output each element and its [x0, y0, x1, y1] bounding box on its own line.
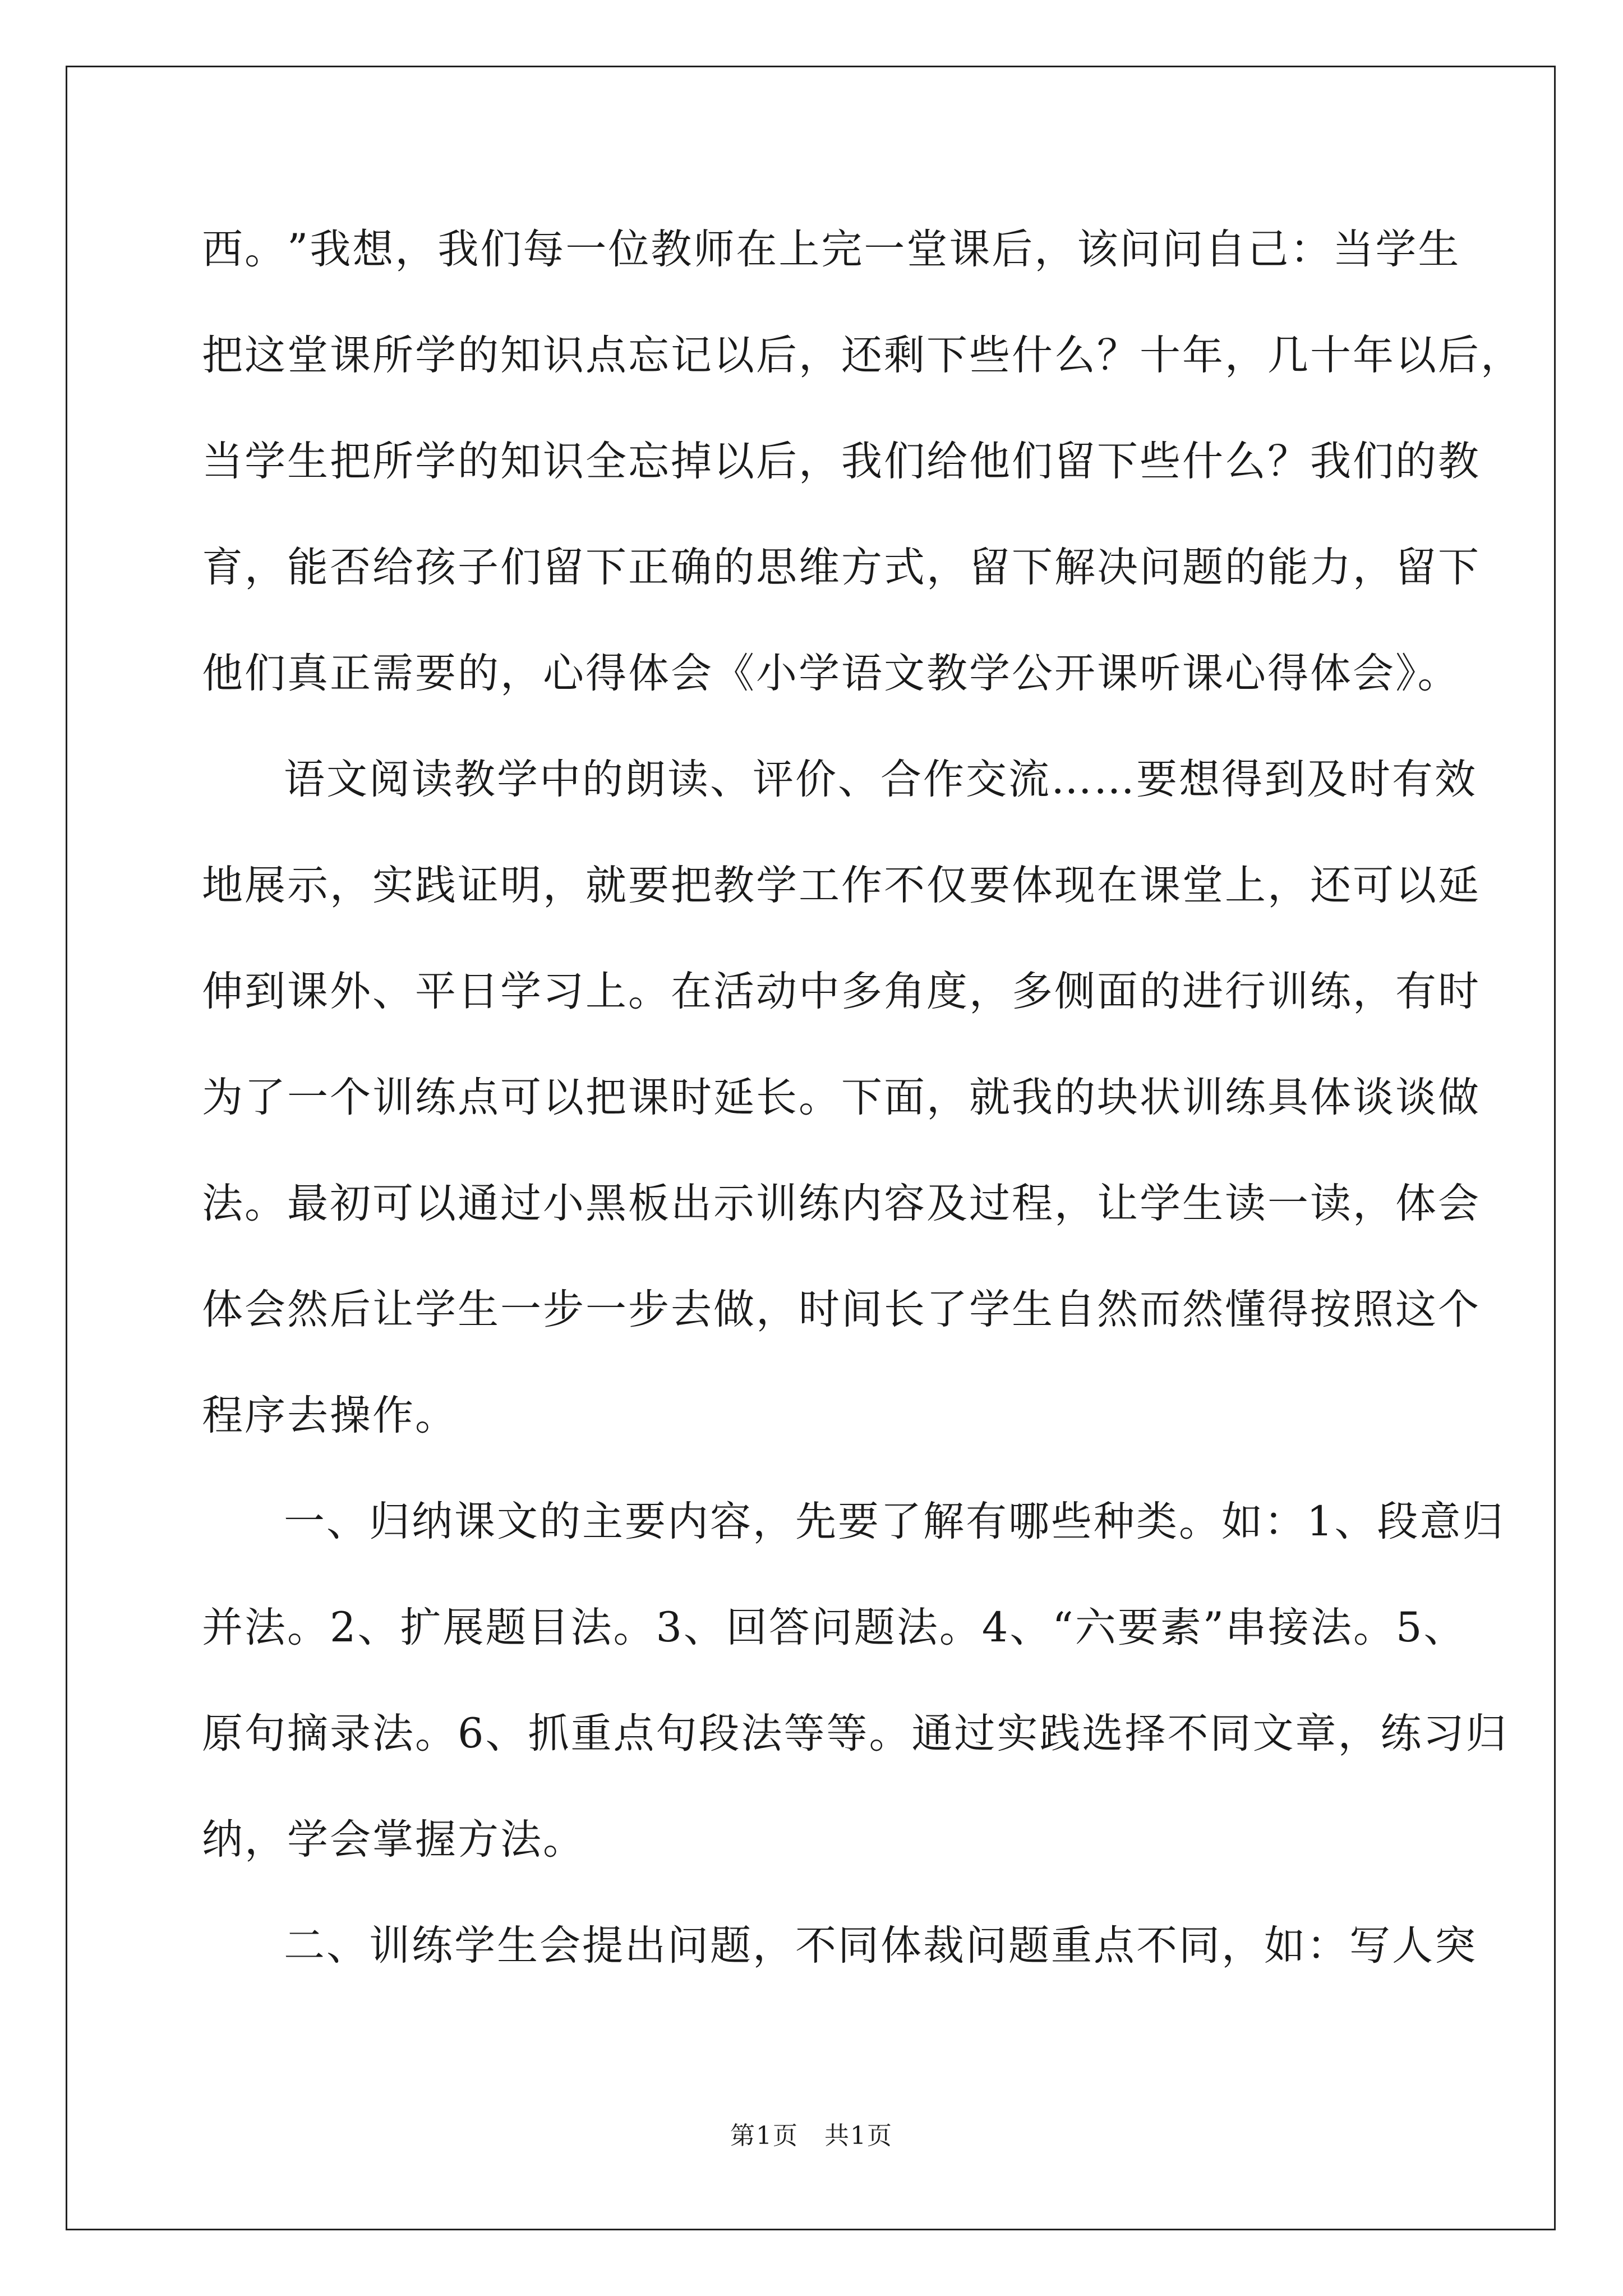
- text-line: 法 。 最 初 可 以 通 过 小 黑 板 出 示 训 练 内 容 及 过 程 ， 让 学 生 读 一 读 ， 体 会: [202, 1180, 1481, 1227]
- text-line: 二 、 训 练 学 生 会 提 出 问 题 ， 不 同 体 裁 问 题 重 点 不 同 ， 如 ： 写 人 突: [284, 1922, 1477, 1970]
- text-line: 伸 到 课 外 、 平 日 学 习 上 。 在 活 动 中 多 角 度 ， 多 侧 面 的 进 行 训 练 ， 有 时: [202, 968, 1481, 1015]
- text-line: 程序去操作。: [202, 1392, 458, 1439]
- text-line: 纳，学会掌握方法。: [202, 1816, 585, 1864]
- text-line: 体 会 然 后 让 学 生 一 步 一 步 去 做 ， 时 间 长 了 学 生 自 然 而 然 懂 得 按 照 这 个: [202, 1286, 1481, 1333]
- text-line: 地 展 示 ， 实 践 证 明 ， 就 要 把 教 学 工 作 不 仅 要 体 现 在 课 堂 上 ， 还 可 以 延: [202, 862, 1481, 909]
- text-line: 当 学 生 把 所 学 的 知 识 全 忘 掉 以 后 ， 我 们 给 他 们 留 下 些 什 么 ？ 我 们 的 教: [202, 438, 1481, 485]
- text-line: 原 句 摘 录 法 。 6 、 抓 重 点 句 段 法 等 等 。 通 过 实 践 选 择 不 同 文 章 ， 练 习 归: [202, 1710, 1509, 1757]
- document-body: [202, 222, 1523, 2024]
- page-footer: 第1页 共1页: [730, 2122, 893, 2150]
- text-line: 西 。 ” 我 想 ， 我 们 每 一 位 教 师 在 上 完 一 堂 课 后 ， 该 问 问 自 己 ： 当 学 生: [202, 226, 1461, 273]
- text-line: 一 、 归 纳 课 文 的 主 要 内 容 ， 先 要 了 解 有 哪 些 种 类 。 如 ： 1 、 段 意 归: [284, 1498, 1505, 1545]
- text-line: 育 ， 能 否 给 孩 子 们 留 下 正 确 的 思 维 方 式 ， 留 下 解 决 问 题 的 能 力 ， 留 下: [202, 544, 1481, 591]
- text-line: 把 这 堂 课 所 学 的 知 识 点 忘 记 以 后 ， 还 剩 下 些 什 么 ？ 十 年 ， 几 十 年 以 后 ，: [202, 332, 1523, 379]
- text-line: 他们真正需要的，心得体会《小学语文教学公开课听课心得体会》。: [202, 650, 1460, 697]
- text-line: 为 了 一 个 训 练 点 可 以 把 课 时 延 长 。 下 面 ， 就 我 的 块 状 训 练 具 体 谈 谈 做: [202, 1074, 1481, 1121]
- text-line: 并 法 。 2 、 扩 展 题 目 法 。 3 、 回 答 问 题 法 。 4 、 “ 六 要 素 ” 串 接 法 。 5 、: [202, 1604, 1467, 1651]
- text-line: 语 文 阅 读 教 学 中 的 朗 读 、 评 价 、 合 作 交 流 … … 要 想 得 到 及 时 有 效: [284, 756, 1477, 803]
